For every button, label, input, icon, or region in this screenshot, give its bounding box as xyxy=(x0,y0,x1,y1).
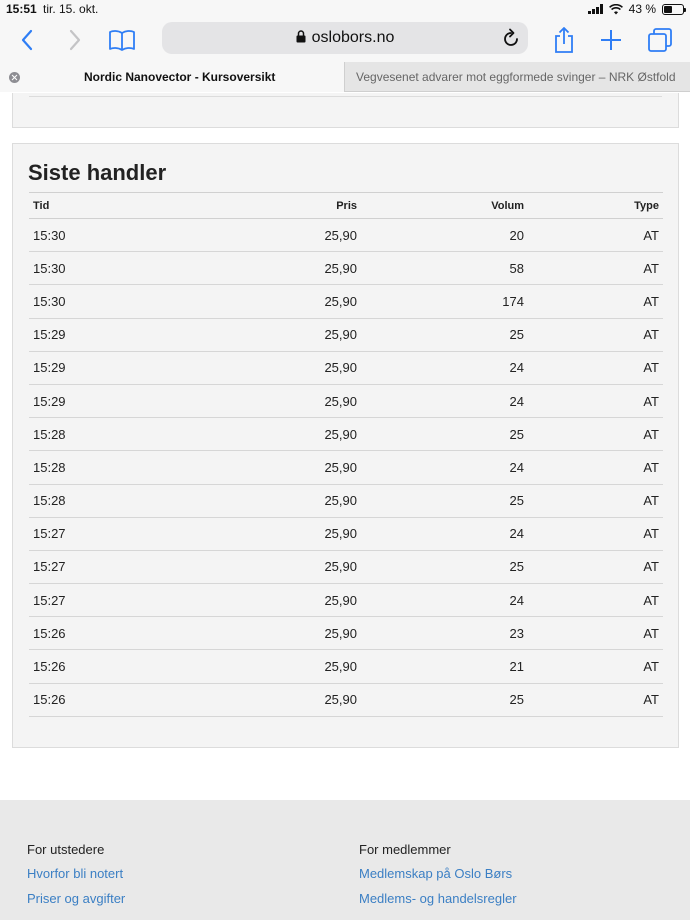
cell-pris: 25,90 xyxy=(324,592,357,608)
tab-title: Nordic Nanovector - Kursoversikt xyxy=(84,70,276,84)
chevron-left-icon[interactable] xyxy=(13,26,41,54)
cell-volum: 25 xyxy=(509,426,524,442)
table-row xyxy=(29,385,663,418)
cell-type: AT xyxy=(643,260,659,276)
cell-type: AT xyxy=(643,559,659,575)
status-time: 15:51 xyxy=(6,2,37,16)
table-row xyxy=(29,650,663,683)
table-body xyxy=(29,219,663,717)
footer-heading: For medlemmer xyxy=(359,842,451,857)
cell-tid: 15:27 xyxy=(33,526,66,542)
cell-volum: 23 xyxy=(509,625,524,641)
site-footer xyxy=(0,800,690,920)
address-bar[interactable] xyxy=(162,22,528,54)
tabs-icon[interactable] xyxy=(646,26,674,54)
cell-volum: 24 xyxy=(509,360,524,376)
cell-volum: 20 xyxy=(509,227,524,243)
cell-volum: 25 xyxy=(509,327,524,343)
cell-type: AT xyxy=(643,327,659,343)
table-row xyxy=(29,551,663,584)
cell-tid: 15:28 xyxy=(33,493,66,509)
cell-type: AT xyxy=(643,692,659,708)
cell-volum: 25 xyxy=(509,559,524,575)
cell-volum: 25 xyxy=(509,493,524,509)
lock-icon xyxy=(296,30,306,43)
footer-link[interactable]: Medlemskap på Oslo Børs xyxy=(359,866,513,881)
tab-title: Vegvesenet advarer mot eggformede svinger – NRK Østfold xyxy=(356,70,676,84)
cell-tid: 15:30 xyxy=(33,260,66,276)
cell-type: AT xyxy=(643,360,659,376)
section-title: Siste handler xyxy=(28,160,167,185)
table-row xyxy=(29,252,663,285)
cell-volum: 24 xyxy=(509,592,524,608)
cell-tid: 15:30 xyxy=(33,293,66,309)
cell-type: AT xyxy=(643,625,659,641)
status-date: tir. 15. okt. xyxy=(43,2,99,16)
column-header-pris[interactable]: Pris xyxy=(336,199,357,212)
cell-tid: 15:26 xyxy=(33,659,66,675)
cell-pris: 25,90 xyxy=(324,459,357,475)
column-header-type[interactable]: Type xyxy=(634,199,659,212)
tab-strip xyxy=(0,62,690,92)
trades-table xyxy=(29,192,663,717)
cell-type: AT xyxy=(643,493,659,509)
cell-pris: 25,90 xyxy=(324,526,357,542)
table-row xyxy=(29,285,663,318)
battery-percent: 43 % xyxy=(628,2,656,16)
cell-type: AT xyxy=(643,393,659,409)
cell-pris: 25,90 xyxy=(324,360,357,376)
tab-inactive[interactable] xyxy=(346,62,690,92)
cell-pris: 25,90 xyxy=(324,692,357,708)
previous-card xyxy=(12,93,679,128)
cell-volum: 24 xyxy=(509,459,524,475)
table-row xyxy=(29,617,663,650)
cell-volum: 58 xyxy=(509,260,524,276)
recent-trades-card xyxy=(12,143,679,748)
cell-type: AT xyxy=(643,592,659,608)
cell-pris: 25,90 xyxy=(324,293,357,309)
cell-tid: 15:27 xyxy=(33,559,66,575)
reload-icon[interactable] xyxy=(502,28,520,53)
share-icon[interactable] xyxy=(550,26,578,54)
cell-type: AT xyxy=(643,659,659,675)
cell-volum: 24 xyxy=(509,393,524,409)
cell-volum: 174 xyxy=(502,293,524,309)
footer-column-members xyxy=(359,842,517,915)
cell-pris: 25,90 xyxy=(324,260,357,276)
cell-type: AT xyxy=(643,426,659,442)
tab-active[interactable] xyxy=(0,62,345,92)
table-row xyxy=(29,485,663,518)
cell-pris: 25,90 xyxy=(324,493,357,509)
cell-type: AT xyxy=(643,459,659,475)
url-text: oslobors.no xyxy=(311,29,395,46)
plus-icon[interactable] xyxy=(597,26,625,54)
cell-tid: 15:28 xyxy=(33,426,66,442)
book-icon[interactable] xyxy=(107,26,137,54)
table-header xyxy=(29,192,663,219)
cell-pris: 25,90 xyxy=(324,426,357,442)
table-row xyxy=(29,518,663,551)
footer-link[interactable]: Priser og avgifter xyxy=(27,891,126,906)
cell-tid: 15:27 xyxy=(33,592,66,608)
cell-pris: 25,90 xyxy=(324,227,357,243)
close-tab-icon[interactable] xyxy=(9,72,20,83)
cell-tid: 15:26 xyxy=(33,692,66,708)
cell-volum: 21 xyxy=(509,659,524,675)
cell-pris: 25,90 xyxy=(324,559,357,575)
cell-type: AT xyxy=(643,526,659,542)
cell-pris: 25,90 xyxy=(324,625,357,641)
footer-heading: For utstedere xyxy=(27,842,105,857)
table-row xyxy=(29,684,663,717)
table-row xyxy=(29,451,663,484)
column-header-tid[interactable]: Tid xyxy=(33,199,50,212)
cell-type: AT xyxy=(643,227,659,243)
cellular-signal-icon xyxy=(588,4,603,14)
footer-link[interactable]: Medlems- og handelsregler xyxy=(359,891,517,906)
cell-pris: 25,90 xyxy=(324,393,357,409)
table-row xyxy=(29,352,663,385)
cell-tid: 15:30 xyxy=(33,227,66,243)
status-right xyxy=(588,2,684,16)
divider xyxy=(29,96,662,97)
cell-tid: 15:29 xyxy=(33,360,66,376)
cell-tid: 15:29 xyxy=(33,393,66,409)
cell-volum: 25 xyxy=(509,692,524,708)
cell-type: AT xyxy=(643,293,659,309)
footer-link[interactable]: Hvorfor bli notert xyxy=(27,866,124,881)
column-header-volum[interactable]: Volum xyxy=(491,199,524,212)
cell-tid: 15:26 xyxy=(33,625,66,641)
table-row xyxy=(29,584,663,617)
browser-toolbar xyxy=(0,18,690,62)
chevron-right-icon[interactable] xyxy=(61,26,89,54)
battery-icon xyxy=(662,4,684,15)
table-row xyxy=(29,219,663,252)
cell-pris: 25,90 xyxy=(324,659,357,675)
cell-tid: 15:28 xyxy=(33,459,66,475)
wifi-icon xyxy=(609,4,623,15)
table-row xyxy=(29,319,663,352)
cell-volum: 24 xyxy=(509,526,524,542)
table-row xyxy=(29,418,663,451)
footer-column-issuers xyxy=(27,842,125,915)
status-bar xyxy=(0,0,690,18)
cell-tid: 15:29 xyxy=(33,327,66,343)
cell-pris: 25,90 xyxy=(324,327,357,343)
